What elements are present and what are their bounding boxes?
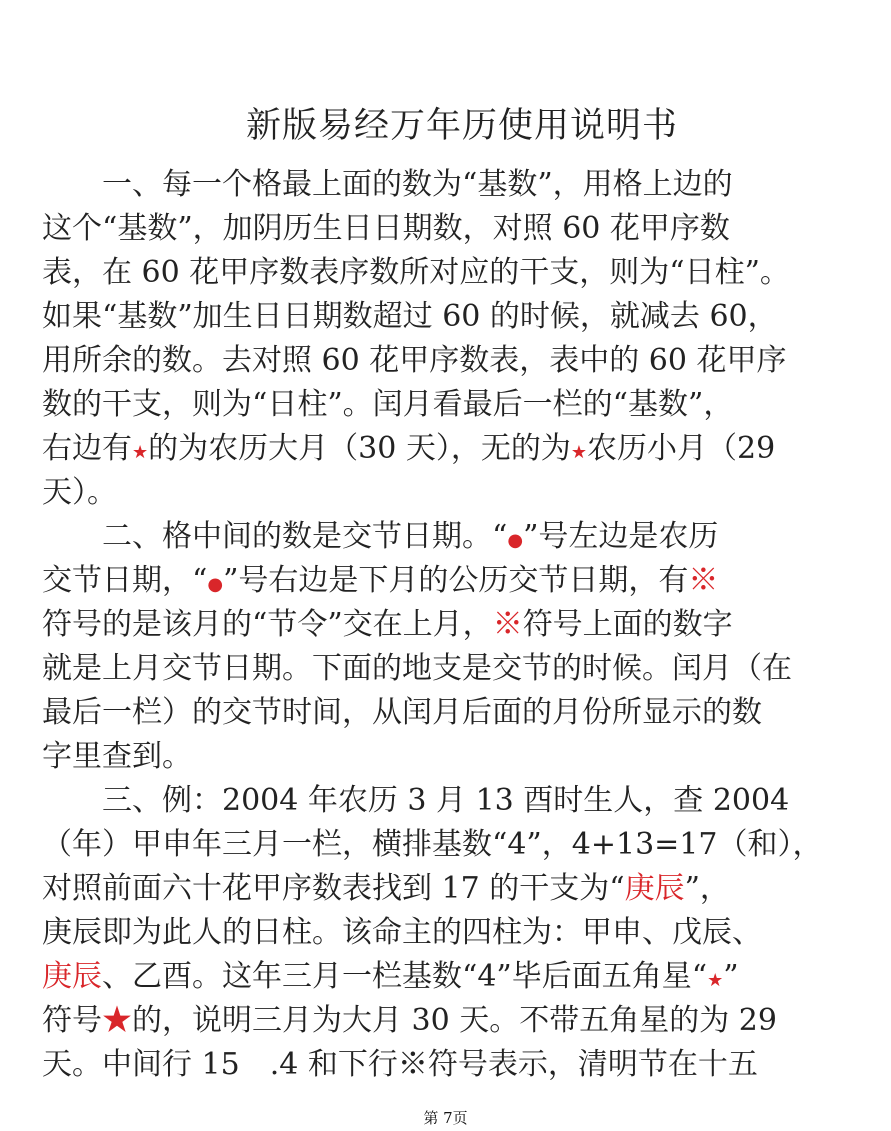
text-run: 、乙酉。这年三月一栏基数“4”毕后面五角星“ bbox=[102, 959, 708, 994]
text-run: ”， bbox=[684, 871, 730, 906]
text-run: 右边有 bbox=[42, 431, 132, 466]
text-line bbox=[42, 955, 862, 1003]
text-run: 字里查到。 bbox=[42, 739, 192, 774]
red-mark: 庚辰 bbox=[42, 959, 102, 994]
red-mark: ★ bbox=[570, 442, 587, 463]
red-mark: ★ bbox=[102, 1003, 132, 1038]
text-run: 的，说明三月为大月 30 天。不带五角星的为 29 bbox=[132, 1003, 777, 1038]
text-run: 最后一栏）的交节时间，从闰月后面的月份所显示的数 bbox=[42, 695, 762, 730]
text-run: 三、例：2004 年农历 3 月 13 酉时生人，查 2004 bbox=[42, 783, 790, 818]
text-line bbox=[42, 559, 862, 607]
text-line bbox=[42, 427, 862, 475]
text-run: 庚辰即为此人的日柱。该命主的四柱为：甲申、戊辰、 bbox=[42, 915, 762, 950]
text-run: （年）甲申年三月一栏，横排基数“4”，4+13=17（和）， bbox=[42, 827, 823, 862]
text-run: 这个“基数”，加阴历生日日期数，对照 60 花甲序数 bbox=[42, 211, 730, 246]
text-line bbox=[42, 603, 862, 647]
red-mark: ※ bbox=[492, 607, 523, 642]
red-mark: ● bbox=[507, 530, 524, 551]
text-run: 表，在 60 花甲序数表序数所对应的干支，则为“日柱”。 bbox=[42, 255, 790, 290]
text-run: ”号右边是下月的公历交节日期，有 bbox=[223, 563, 689, 598]
text-run: 数的干支，则为“日柱”。闰月看最后一栏的“基数”， bbox=[42, 387, 734, 422]
text-line bbox=[42, 735, 862, 779]
red-mark: ★ bbox=[132, 442, 149, 463]
text-line bbox=[42, 207, 862, 251]
text-line bbox=[42, 911, 862, 955]
text-line bbox=[42, 1043, 862, 1087]
text-run: 如果“基数”加生日日期数超过 60 的时候，就减去 60， bbox=[42, 299, 778, 334]
text-line bbox=[42, 383, 862, 427]
text-run: 符号 bbox=[42, 1003, 102, 1038]
text-run: ” bbox=[723, 959, 739, 994]
text-line bbox=[42, 779, 862, 823]
red-mark: 庚辰 bbox=[624, 871, 685, 906]
text-line bbox=[42, 823, 862, 867]
text-run: 对照前面六十花甲序数表找到 17 的干支为“ bbox=[42, 871, 625, 906]
document-title: 新版易经万年历使用说明书 bbox=[246, 106, 679, 146]
text-run: 用所余的数。去对照 60 花甲序数表，表中的 60 花甲序 bbox=[42, 343, 787, 378]
page-footer: 第 7页 bbox=[423, 1109, 468, 1127]
text-line bbox=[42, 163, 862, 207]
red-mark: ※ bbox=[688, 563, 719, 598]
text-run: 符号上面的数字 bbox=[522, 607, 733, 642]
text-line bbox=[42, 339, 862, 383]
text-run: 二、格中间的数是交节日期。“ bbox=[42, 519, 508, 554]
text-line bbox=[42, 471, 862, 515]
text-run: 天。中间行 15 .4 和下行※符号表示，清明节在十五 bbox=[42, 1047, 758, 1082]
text-line bbox=[42, 691, 862, 735]
text-run: 交节日期，“ bbox=[42, 563, 208, 598]
text-run: ”号左边是农历 bbox=[523, 519, 719, 554]
text-line bbox=[42, 867, 862, 911]
text-line bbox=[42, 999, 862, 1043]
text-line bbox=[42, 251, 862, 295]
text-run: 天）。 bbox=[42, 475, 117, 510]
text-run: 符号的是该月的“节令”交在上月， bbox=[42, 607, 493, 642]
text-line bbox=[42, 647, 862, 691]
red-mark: ★ bbox=[707, 970, 724, 991]
text-run: 一、每一个格最上面的数为“基数”，用格上边的 bbox=[42, 167, 733, 202]
text-run: 农历小月（29 bbox=[587, 431, 776, 466]
red-mark: ● bbox=[207, 574, 224, 595]
text-run: 就是上月交节日期。下面的地支是交节的时候。闰月（在 bbox=[42, 651, 792, 686]
text-run: 的为农历大月（30 天），无的为 bbox=[148, 431, 571, 466]
text-line bbox=[42, 295, 862, 339]
text-line bbox=[42, 515, 862, 563]
